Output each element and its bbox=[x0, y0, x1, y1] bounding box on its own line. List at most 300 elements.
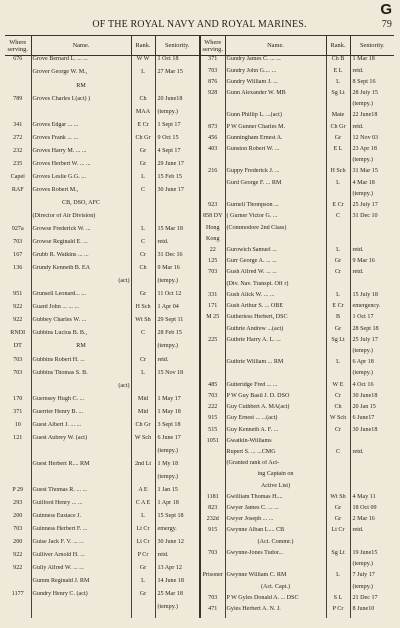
table-row bbox=[5, 330, 199, 343]
cell-name: Guest Albert J. ... ... bbox=[31, 422, 131, 435]
cell-where bbox=[201, 348, 225, 359]
cell-name: (Act. Capt.) bbox=[225, 584, 326, 595]
table-row bbox=[5, 552, 199, 565]
cell-rank: Ch bbox=[326, 404, 350, 415]
cell-rank: Gr bbox=[131, 591, 155, 604]
cell-name: Gurr George A. ... ... bbox=[225, 258, 326, 269]
cell-rank: C bbox=[131, 239, 155, 252]
cell-where: 10 bbox=[5, 422, 31, 435]
table-row bbox=[201, 79, 394, 90]
table-row bbox=[5, 578, 199, 591]
cell-where: RAF bbox=[5, 187, 31, 200]
cell-rank: E L bbox=[326, 146, 350, 157]
cell-name: Gubbins Robert H. ... bbox=[31, 357, 131, 370]
table-row bbox=[5, 513, 199, 526]
cell-seniority: 1 Jan 15 bbox=[157, 486, 178, 493]
left-column-table bbox=[5, 35, 199, 618]
table-row bbox=[201, 471, 394, 482]
cell-seniority: retd. bbox=[352, 247, 364, 254]
cell-where bbox=[5, 604, 31, 618]
cell-name: Guy Cuthbert A. MA(act) bbox=[225, 404, 326, 415]
cell-where: Hong bbox=[201, 225, 225, 236]
table-row bbox=[5, 148, 199, 161]
cell-where: 1051 bbox=[201, 438, 225, 449]
cell-where: 927a bbox=[5, 226, 31, 239]
table-row bbox=[201, 157, 394, 168]
cell-rank: L bbox=[131, 578, 155, 591]
cell-where: 676 bbox=[5, 56, 31, 70]
cell-name bbox=[225, 348, 326, 359]
cell-seniority: 30 June18 bbox=[352, 392, 378, 399]
cell-name: Gwatkin-Williams bbox=[225, 438, 326, 449]
cell-where bbox=[201, 281, 225, 292]
cell-rank bbox=[131, 278, 155, 291]
cell-seniority: 12 Nov 03 bbox=[352, 134, 379, 141]
cell-name: Guise Jack F. V. ... ... bbox=[31, 539, 131, 552]
cell-seniority: 23 Apr 18 bbox=[352, 146, 377, 153]
table-row bbox=[5, 370, 199, 383]
table-row bbox=[201, 606, 394, 618]
cell-rank bbox=[326, 281, 350, 292]
cell-seniority: (tempy.) bbox=[352, 583, 373, 590]
cell-rank: Cr bbox=[131, 357, 155, 370]
cell-where bbox=[5, 383, 31, 396]
cell-rank: Gr bbox=[326, 516, 350, 527]
cell-seniority: retd. bbox=[352, 448, 364, 455]
table-header-row bbox=[201, 36, 394, 56]
cell-name: Gwynne-Jones Tudor... bbox=[225, 550, 326, 561]
cell-where: 272 bbox=[5, 135, 31, 148]
cell-name: Gutheriess Herbert, DSC bbox=[225, 314, 326, 325]
cell-rank: Wt Sh bbox=[131, 317, 155, 330]
cell-seniority bbox=[155, 83, 199, 96]
cell-rank: Gr bbox=[326, 258, 350, 269]
cell-seniority bbox=[155, 213, 199, 226]
cell-seniority: (tempy.) bbox=[352, 101, 373, 108]
cell-rank: A E bbox=[131, 487, 155, 500]
cell-where: 456 bbox=[201, 135, 225, 146]
cell-name: Grubb R. Watkins ... ... bbox=[31, 252, 131, 265]
cell-seniority: (tempy.) bbox=[157, 343, 178, 350]
cell-name: (act) bbox=[31, 278, 131, 291]
cell-name bbox=[31, 604, 131, 618]
cell-name bbox=[31, 109, 131, 122]
cell-rank: Sg Lt bbox=[326, 90, 350, 101]
cell-rank bbox=[131, 213, 155, 226]
cell-rank: Mid bbox=[131, 409, 155, 422]
cell-seniority bbox=[350, 281, 394, 292]
cell-seniority: (tempy.) bbox=[157, 447, 178, 454]
cell-rank: Gr bbox=[131, 161, 155, 174]
table-row bbox=[5, 239, 199, 252]
cell-name: Gush Alick W. ... ... bbox=[225, 292, 326, 303]
cell-rank: L bbox=[326, 180, 350, 191]
cell-seniority: 1 May 18 bbox=[157, 408, 181, 415]
table-row bbox=[5, 565, 199, 578]
cell-name: Growse Frederick W. ... bbox=[31, 226, 131, 239]
cell-rank: Cr bbox=[131, 252, 155, 265]
table-row bbox=[5, 200, 199, 213]
cell-name: Gubbey Charles W. ... bbox=[31, 317, 131, 330]
cell-rank: C bbox=[131, 187, 155, 200]
cell-where: 225 bbox=[201, 337, 225, 348]
cell-rank: Lt Cr bbox=[326, 527, 350, 538]
cell-seniority: (tempy.) bbox=[157, 604, 178, 611]
table-row bbox=[201, 505, 394, 516]
table-row bbox=[5, 174, 199, 187]
cell-rank bbox=[326, 348, 350, 359]
cell-seniority bbox=[350, 460, 394, 471]
table-row bbox=[5, 213, 199, 226]
table-row bbox=[5, 539, 199, 552]
cell-where bbox=[201, 539, 225, 550]
cell-rank bbox=[326, 101, 350, 112]
cell-rank: H Sch bbox=[131, 304, 155, 317]
cell-where: 789 bbox=[5, 96, 31, 109]
cell-name: Groves Robert M., bbox=[31, 187, 131, 200]
cell-seniority: 1 Apr 04 bbox=[157, 304, 179, 311]
cell-seniority: 4 Oct 16 bbox=[352, 381, 374, 388]
table-row bbox=[5, 109, 199, 122]
cell-name: (Director of Air Division) bbox=[31, 213, 131, 226]
cell-name: Guinness Eustace J. bbox=[31, 513, 131, 526]
table-row bbox=[201, 359, 394, 370]
table-row bbox=[201, 393, 394, 404]
cell-rank bbox=[326, 460, 350, 471]
cell-where: 200 bbox=[5, 513, 31, 526]
cell-seniority bbox=[350, 236, 394, 247]
cell-seniority: 31 Dec 10 bbox=[352, 213, 378, 220]
table-row bbox=[5, 265, 199, 278]
cell-name: Grover George W. M., bbox=[31, 69, 131, 82]
cell-name bbox=[31, 448, 131, 461]
cell-where: 235 bbox=[5, 161, 31, 174]
cell-rank bbox=[131, 83, 155, 96]
cell-name: Guard John ... ... ... bbox=[31, 304, 131, 317]
cell-where: 293 bbox=[5, 500, 31, 513]
cell-seniority: 14 June 18 bbox=[157, 578, 184, 585]
table-row bbox=[201, 326, 394, 337]
cell-where bbox=[201, 359, 225, 370]
table-row bbox=[5, 83, 199, 96]
cell-where bbox=[5, 83, 31, 96]
cell-seniority: 13 Apr 12 bbox=[157, 565, 182, 572]
table-row bbox=[201, 247, 394, 258]
cell-name: Gwilliam Thomas H.... bbox=[225, 494, 326, 505]
table-row bbox=[201, 146, 394, 157]
cell-seniority: retd. bbox=[157, 239, 169, 246]
left-rows bbox=[5, 56, 199, 619]
cell-seniority: retd. bbox=[352, 269, 364, 276]
running-head bbox=[5, 19, 394, 31]
cell-seniority bbox=[350, 471, 394, 482]
cell-name: Gwynne William C. RM bbox=[225, 572, 326, 583]
cell-rank: C bbox=[326, 213, 350, 224]
cell-seniority: 31 Dec 16 bbox=[157, 252, 183, 259]
cell-where bbox=[5, 109, 31, 122]
cell-name: Guest Aubrey W. (act) bbox=[31, 435, 131, 448]
cell-name: RM bbox=[31, 83, 131, 96]
cell-rank: Gr bbox=[326, 505, 350, 516]
header-name: Name. bbox=[225, 36, 326, 56]
cell-name: (Commodore 2nd Class) bbox=[225, 225, 326, 236]
cell-rank: W W bbox=[131, 56, 155, 70]
table-row bbox=[201, 124, 394, 135]
cell-where: 136 bbox=[5, 265, 31, 278]
cell-name: Gurowich Samuel ... bbox=[225, 247, 326, 258]
cell-where: 873 bbox=[201, 124, 225, 135]
cell-where bbox=[201, 112, 225, 123]
table-row bbox=[5, 435, 199, 448]
cell-name: Grunsell Leonard... ... bbox=[31, 291, 131, 304]
table-row bbox=[5, 448, 199, 461]
cell-rank: C bbox=[131, 330, 155, 343]
cell-where: 167 bbox=[5, 252, 31, 265]
cell-name: Grundy Kenneth B. EA bbox=[31, 265, 131, 278]
cell-seniority: 29 June 17 bbox=[157, 160, 184, 167]
cell-where bbox=[201, 101, 225, 112]
cell-rank: C A E bbox=[131, 500, 155, 513]
table-row bbox=[201, 281, 394, 292]
cell-where bbox=[5, 461, 31, 474]
cell-name: Gundry William J. ... bbox=[225, 79, 326, 90]
cell-rank: L bbox=[131, 174, 155, 187]
cell-seniority: (tempy.) bbox=[352, 347, 373, 354]
cell-rank: Cr bbox=[326, 427, 350, 438]
cell-seniority: (tempy.) bbox=[352, 157, 373, 164]
table-row bbox=[201, 572, 394, 583]
cell-seniority: 9 Oct 15 bbox=[157, 134, 179, 141]
cell-rank: B bbox=[326, 314, 350, 325]
table-row bbox=[201, 516, 394, 527]
cell-where bbox=[201, 180, 225, 191]
header-name: Name. bbox=[31, 36, 131, 56]
cell-rank: W Sch bbox=[326, 415, 350, 426]
cell-where: Prisoner bbox=[201, 572, 225, 583]
cell-seniority: 25 July 17 bbox=[352, 336, 378, 343]
page-number: 79 bbox=[381, 19, 392, 30]
cell-where bbox=[5, 200, 31, 213]
cell-where: 121 bbox=[5, 435, 31, 448]
table-row bbox=[201, 438, 394, 449]
table-row bbox=[5, 187, 199, 200]
cell-where bbox=[5, 69, 31, 82]
table-row bbox=[201, 269, 394, 280]
cell-seniority: 28 July 15 bbox=[352, 89, 378, 96]
cell-where bbox=[201, 561, 225, 572]
cell-name: Gunston Robert W. ... bbox=[225, 146, 326, 157]
cell-where bbox=[201, 326, 225, 337]
cell-where: 922 bbox=[5, 565, 31, 578]
cell-where: 1181 bbox=[201, 494, 225, 505]
cell-rank: S L bbox=[326, 595, 350, 606]
cell-name: Gunn Phillip L. ...(act) bbox=[225, 112, 326, 123]
cell-name: Gubbins Lucius B. B., bbox=[31, 330, 131, 343]
cell-name: Gundry James C. ... ... bbox=[225, 56, 326, 68]
cell-seniority: 6 June17 bbox=[352, 415, 375, 422]
cell-where: 200 bbox=[5, 539, 31, 552]
cell-seniority: 4 Mar 18 bbox=[352, 179, 375, 186]
header-where: Where serving. bbox=[5, 36, 31, 56]
cell-where bbox=[5, 474, 31, 487]
cell-where: Kong bbox=[201, 236, 225, 247]
table-row bbox=[5, 474, 199, 487]
cell-seniority: (tempy.) bbox=[157, 278, 178, 285]
cell-name: RM bbox=[31, 343, 131, 356]
cell-name: CB, DSO, AFC bbox=[31, 200, 131, 213]
cell-seniority: 25 July 17 bbox=[352, 202, 378, 209]
cell-seniority: 4 Sept 17 bbox=[157, 147, 181, 154]
table-row bbox=[201, 168, 394, 179]
cell-name: Gubbins Thomas S. B. bbox=[31, 370, 131, 383]
header-rank: Rank. bbox=[131, 36, 155, 56]
cell-name: Gush Arthur S. ... OBE bbox=[225, 303, 326, 314]
cell-name: Groves Harry M. ... ... bbox=[31, 148, 131, 161]
cell-where: 515 bbox=[201, 427, 225, 438]
table-row bbox=[201, 415, 394, 426]
table-row bbox=[5, 383, 199, 396]
cell-name: Guinness Herbert F. ... bbox=[31, 526, 131, 539]
cell-where: 915 bbox=[201, 527, 225, 538]
cell-seniority: (tempy.) bbox=[352, 190, 373, 197]
cell-seniority: 30 June 17 bbox=[157, 186, 184, 193]
table-row bbox=[5, 461, 199, 474]
cell-name: Guest Thomas R. ... ... bbox=[31, 487, 131, 500]
cell-where: 876 bbox=[201, 79, 225, 90]
cell-seniority: 31 Mar 15 bbox=[352, 168, 378, 175]
cell-where: RNDI bbox=[5, 330, 31, 343]
table-row bbox=[201, 202, 394, 213]
table-row bbox=[201, 292, 394, 303]
table-row bbox=[201, 68, 394, 79]
cell-rank bbox=[131, 200, 155, 213]
table-row bbox=[5, 526, 199, 539]
cell-where: 471 bbox=[201, 606, 225, 618]
table-row bbox=[201, 460, 394, 471]
cell-seniority: 19 June15 bbox=[352, 549, 378, 556]
table-row bbox=[5, 291, 199, 304]
cell-where: 922 bbox=[5, 304, 31, 317]
cell-rank: H Sch bbox=[326, 168, 350, 179]
cell-name: P W Gunner Charles M. bbox=[225, 124, 326, 135]
cell-name: Guilford Henry ... ... bbox=[31, 500, 131, 513]
cell-name: Groves Edgar ... ... bbox=[31, 122, 131, 135]
cell-seniority: 1 May 17 bbox=[157, 395, 181, 402]
directory-grid bbox=[5, 35, 394, 618]
cell-where: 703 bbox=[5, 357, 31, 370]
cell-seniority: retd. bbox=[352, 527, 364, 534]
cell-where bbox=[5, 448, 31, 461]
table-row bbox=[5, 343, 199, 356]
cell-seniority: 28 Feb 15 bbox=[157, 330, 182, 337]
cell-where: 951 bbox=[5, 291, 31, 304]
cell-name: ing Captain on bbox=[225, 471, 326, 482]
table-row bbox=[201, 550, 394, 561]
table-row bbox=[5, 69, 199, 82]
cell-name: Groves Herbert W. ... ... bbox=[31, 161, 131, 174]
cell-name bbox=[225, 191, 326, 202]
table-row bbox=[201, 56, 394, 68]
cell-seniority bbox=[350, 438, 394, 449]
cell-rank bbox=[131, 474, 155, 487]
cell-name: Guthrie Harry A. L. ... bbox=[225, 337, 326, 348]
header-where: Where serving. bbox=[201, 36, 225, 56]
cell-rank: Sg Lt bbox=[326, 550, 350, 561]
cell-name: ( Gurner Victor G. ... bbox=[225, 213, 326, 224]
cell-where: 703 bbox=[5, 239, 31, 252]
cell-seniority: 27 Mar 15 bbox=[157, 69, 183, 76]
cell-rank: E L bbox=[326, 68, 350, 79]
cell-where: 232d bbox=[201, 516, 225, 527]
cell-where bbox=[201, 471, 225, 482]
cell-rank: C bbox=[326, 449, 350, 460]
cell-name: (act) bbox=[31, 383, 131, 396]
table-row bbox=[201, 101, 394, 112]
right-rows bbox=[201, 56, 394, 619]
table-row bbox=[201, 539, 394, 550]
cell-rank: L bbox=[326, 572, 350, 583]
table-row bbox=[201, 112, 394, 123]
cell-name bbox=[225, 236, 326, 247]
table-header-row bbox=[5, 36, 199, 56]
cell-rank: Ch Gr bbox=[131, 135, 155, 148]
cell-where: 222 bbox=[201, 404, 225, 415]
cell-seniority: 22 June18 bbox=[352, 112, 378, 119]
cell-where: M 25 bbox=[201, 314, 225, 325]
cell-rank: Mate bbox=[326, 112, 350, 123]
cell-name: Gwynne Alban L.... CB bbox=[225, 527, 326, 538]
cell-where bbox=[201, 460, 225, 471]
table-row bbox=[5, 304, 199, 317]
cell-rank bbox=[131, 343, 155, 356]
cell-name: Guthrie William ... RM bbox=[225, 359, 326, 370]
cell-where: 823 bbox=[201, 505, 225, 516]
table-row bbox=[5, 591, 199, 604]
cell-name: Groves Frank ... ... bbox=[31, 135, 131, 148]
cell-rank bbox=[326, 225, 350, 236]
table-row bbox=[201, 135, 394, 146]
cell-seniority: 21 Dec 17 bbox=[352, 594, 378, 601]
cell-seniority: (tempy.) bbox=[352, 370, 373, 377]
cell-where: 1177 bbox=[5, 591, 31, 604]
cell-rank: W E bbox=[326, 382, 350, 393]
cell-name: P W Gyles Donald A. ... DSC bbox=[225, 595, 326, 606]
table-row bbox=[201, 348, 394, 359]
table-row bbox=[5, 317, 199, 330]
header-seniority: Seniority. bbox=[155, 36, 199, 56]
cell-name: Gyles Herbert A. N. J. bbox=[225, 606, 326, 618]
table-row bbox=[5, 252, 199, 265]
cell-rank: Ch Gr bbox=[131, 422, 155, 435]
table-row bbox=[201, 213, 394, 224]
cell-where: 341 bbox=[5, 122, 31, 135]
cell-where: 216 bbox=[201, 168, 225, 179]
cell-seniority: 1 Mar 18 bbox=[352, 56, 375, 62]
table-row bbox=[201, 370, 394, 381]
cell-name: Gwyer James C. ... ... bbox=[225, 505, 326, 516]
cell-seniority: 20 Jan 15 bbox=[352, 404, 376, 411]
cell-rank: Wt Sh bbox=[326, 494, 350, 505]
cell-rank: Gr bbox=[131, 291, 155, 304]
cell-where bbox=[201, 449, 225, 460]
table-row bbox=[201, 191, 394, 202]
cell-seniority: emergy. bbox=[157, 526, 177, 533]
table-row bbox=[201, 258, 394, 269]
cell-seniority bbox=[155, 200, 199, 213]
cell-seniority: 20 June18 bbox=[157, 95, 183, 102]
cell-seniority: 25 Mar 18 bbox=[157, 591, 183, 598]
cell-seniority: 11 Oct 12 bbox=[157, 291, 182, 298]
